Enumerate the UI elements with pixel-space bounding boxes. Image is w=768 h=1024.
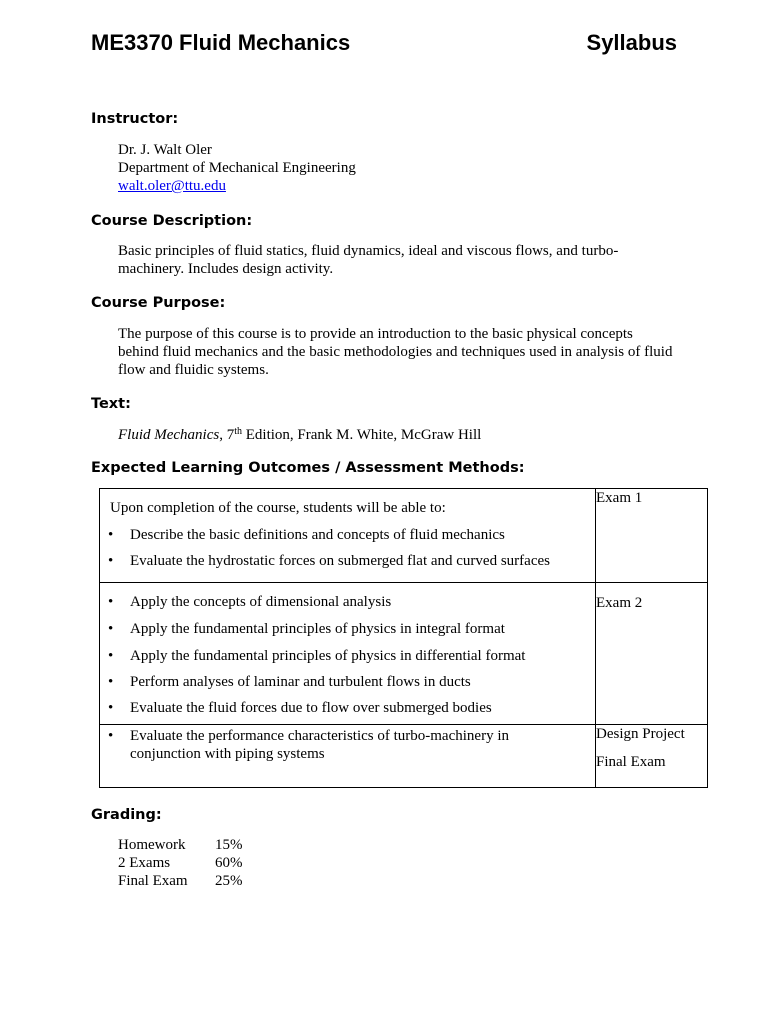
course-purpose-line: flow and fluidic systems. xyxy=(118,362,269,378)
list-item: • Evaluate the hydrostatic forces on submerged flat and curved surfaces xyxy=(100,552,595,570)
outcomes-cell xyxy=(100,489,596,583)
course-purpose-text xyxy=(118,325,688,379)
textbook-title: Fluid Mechanics xyxy=(118,427,220,443)
instructor-heading: Instructor: xyxy=(91,111,179,127)
grading-label: Homework xyxy=(118,837,186,853)
course-description-line: machinery. Includes design activity. xyxy=(118,261,334,277)
assessment-method: Design Project xyxy=(596,726,685,742)
grading-heading: Grading: xyxy=(91,807,162,823)
outcomes-list xyxy=(100,593,595,717)
outcomes-heading: Expected Learning Outcomes / Assessment Methods: xyxy=(91,460,525,476)
outcomes-intro: Upon completion of the course, students will be able to: xyxy=(110,500,446,516)
list-item-line: Evaluate the performance characteristics of turbo-machinery in xyxy=(130,728,509,744)
assessment-cell xyxy=(596,489,708,583)
textbook-edition-sup: th xyxy=(234,426,243,437)
assessment-cell xyxy=(596,583,708,725)
grading-value: 60% xyxy=(215,855,243,871)
assessment-method: Final Exam xyxy=(596,754,666,770)
assessment-cell xyxy=(596,725,708,788)
course-purpose-line: The purpose of this course is to provide an introduction to the basic physical concepts xyxy=(118,326,633,342)
list-item: • Describe the basic definitions and concepts of fluid mechanics xyxy=(100,526,595,544)
instructor-name: Dr. J. Walt Oler xyxy=(118,142,212,158)
grading-label: 2 Exams xyxy=(118,855,171,871)
outcomes-cell xyxy=(100,725,596,788)
textbook-citation xyxy=(118,426,688,444)
table-row xyxy=(118,872,243,890)
grading-table xyxy=(118,836,243,890)
outcomes-cell xyxy=(100,583,596,725)
textbook-details: Edition, Frank M. White, McGraw Hill xyxy=(242,427,482,443)
list-item xyxy=(100,727,595,763)
instructor-info xyxy=(118,141,688,195)
assessment-method: Exam 2 xyxy=(596,595,643,611)
table-row xyxy=(118,854,243,872)
grading-value: 15% xyxy=(215,837,243,853)
course-description-line: Basic principles of fluid statics, fluid dynamics, ideal and viscous flows, and turbo- xyxy=(118,243,619,259)
document-type: Syllabus xyxy=(586,30,677,55)
text-heading: Text: xyxy=(91,396,131,412)
assessment-method: Exam 1 xyxy=(596,490,643,506)
grading-label: Final Exam xyxy=(118,873,188,889)
instructor-department: Department of Mechanical Engineering xyxy=(118,160,356,176)
table-row xyxy=(118,836,243,854)
table-row xyxy=(100,583,708,725)
course-description-text xyxy=(118,242,688,278)
document-header xyxy=(91,30,677,56)
outcomes-table xyxy=(99,488,708,788)
course-title: ME3370 Fluid Mechanics xyxy=(91,30,351,55)
list-item: • Apply the fundamental principles of physics in integral format xyxy=(100,620,595,638)
course-purpose-line: behind fluid mechanics and the basic methodologies and techniques used in analysis of fluid xyxy=(118,344,673,360)
list-item: • Perform analyses of laminar and turbulent flows in ducts xyxy=(100,673,595,691)
outcomes-list xyxy=(100,526,595,570)
table-row xyxy=(100,725,708,788)
list-item: • Apply the concepts of dimensional analysis xyxy=(100,593,595,611)
list-item-line: conjunction with piping systems xyxy=(130,746,325,762)
table-row xyxy=(100,489,708,583)
grading-value: 25% xyxy=(215,873,243,889)
list-item: • Apply the fundamental principles of physics in differential format xyxy=(100,647,595,665)
instructor-email-link[interactable]: walt.oler@ttu.edu xyxy=(118,178,226,194)
course-description-heading: Course Description: xyxy=(91,213,253,229)
course-purpose-heading: Course Purpose: xyxy=(91,295,226,311)
outcomes-list xyxy=(100,727,595,763)
textbook-edition-prefix: , 7 xyxy=(219,427,235,443)
list-item: • Evaluate the fluid forces due to flow over submerged bodies xyxy=(100,699,595,717)
